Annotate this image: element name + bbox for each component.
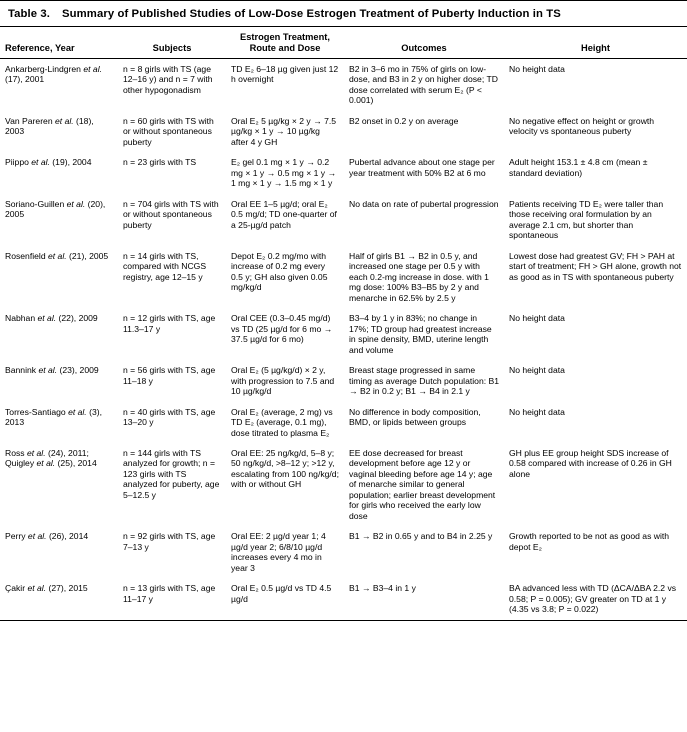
column-header-outcomes: Outcomes <box>401 42 447 53</box>
cell-height: Growth reported to be not as good as with depot E₂ <box>509 531 670 552</box>
cell-height: Patients receiving TD E₂ were taller than those receiving oral formulation by an average 2.1 cm, but shorter than spontaneous <box>509 198 664 241</box>
cell-estrogen: Oral EE: 25 ng/kg/d, 5–8 y; 50 ng/kg/d, >8–12 y; >12 y, escalating from 100 ng/kg/d; with or without GH <box>231 447 339 490</box>
cell-estrogen: Oral CEE (0.3–0.45 mg/d) vs TD (25 µg/d for 6 mo → 37.5 µg/d for 6 mo) <box>231 313 333 345</box>
table-row <box>0 152 687 193</box>
cell-reference: Piippo et al. (19), 2004 <box>5 157 92 168</box>
table-row <box>0 578 687 620</box>
table-row <box>0 111 687 152</box>
cell-subjects: n = 704 girls with TS with or without spontaneous puberty <box>123 198 219 230</box>
cell-outcomes: Half of girls B1 → B2 in 0.5 y, and increased one stage per 0.5 y with each 0.2-mg increase in dose. with 1 mg dose: 100% B3–B5 by 2 y and menarche in 62.5% by 2.5 y <box>349 250 489 303</box>
cell-reference: Çakir et al. (27), 2015 <box>5 583 88 594</box>
table-row <box>0 58 687 110</box>
cell-height: No height data <box>509 406 565 417</box>
table-row <box>0 402 687 443</box>
cell-subjects: n = 92 girls with TS, age 7–13 y <box>123 531 216 552</box>
column-header-estrogen: Estrogen Treatment, Route and Dose <box>240 32 330 53</box>
cell-outcomes: EE dose decreased for breast development before age 12 y or vaginal bleeding before age 14 y; age of menarche similar to general population; earlier breast development for girls who received the early low dose <box>349 447 496 521</box>
cell-estrogen: Oral E₂ (5 µg/kg/d) × 2 y, with progression to 7.5 and 10 µg/kg/d <box>231 365 335 397</box>
cell-outcomes: No data on rate of pubertal progression <box>349 198 499 209</box>
cell-subjects: n = 13 girls with TS, age 11–17 y <box>123 583 216 604</box>
cell-height: BA advanced less with TD (ΔCA/ΔBA 2.2 vs 0.58; P = 0.005); GV greater on TD at 1 y (4.35 vs 3.8; P = 0.022) <box>509 583 677 615</box>
table-body <box>0 58 687 620</box>
cell-estrogen: Oral E₂ 5 µg/kg × 2 y → 7.5 µg/kg × 1 y → 10 µg/kg after 4 y GH <box>231 115 337 147</box>
cell-estrogen: Oral EE 1–5 µg/d; oral E₂ 0.5 mg/d; TD one-quarter of a 25-µg/d patch <box>231 198 337 230</box>
cell-reference: Ankarberg-Lindgren et al. (17), 2001 <box>5 63 102 85</box>
cell-height: No height data <box>509 63 565 74</box>
column-header-height: Height <box>581 42 610 53</box>
cell-height: No negative effect on height or growth velocity vs spontaneous puberty <box>509 115 655 137</box>
cell-subjects: n = 60 girls with TS with or without spontaneous puberty <box>123 115 214 147</box>
cell-height: No height data <box>509 313 565 324</box>
cell-reference: Perry et al. (26), 2014 <box>5 531 89 542</box>
table-row <box>0 194 687 246</box>
cell-height: No height data <box>509 365 565 376</box>
cell-reference: Rosenfield et al. (21), 2005 <box>5 250 109 261</box>
cell-subjects: n = 56 girls with TS, age 11–18 y <box>123 365 216 386</box>
cell-estrogen: Oral E₂ 0.5 µg/d vs TD 4.5 µg/d <box>231 583 332 604</box>
cell-reference: Nabhan et al. (22), 2009 <box>5 313 98 324</box>
cell-subjects: n = 23 girls with TS <box>123 157 197 168</box>
cell-outcomes: Breast stage progressed in same timing as average Dutch population: B1 → B2 in 0.2 y; B1 → B4 in 2.1 y <box>349 365 500 397</box>
table-row <box>0 308 687 360</box>
table-row <box>0 360 687 401</box>
table-number: Table 3. <box>8 8 51 20</box>
cell-estrogen: Oral EE: 2 µg/d year 1; 4 µg/d year 2; 6/8/10 µg/d increases every 4 mo in year 3 <box>231 531 326 573</box>
cell-outcomes: B1 → B2 in 0.65 y and to B4 in 2.25 y <box>349 531 493 542</box>
cell-outcomes: No difference in body composition, BMD, or lipids between groups <box>349 406 481 428</box>
table-header <box>0 27 687 59</box>
cell-outcomes: B2 onset in 0.2 y on average <box>349 115 459 126</box>
column-header-reference: Reference, Year <box>5 42 75 53</box>
cell-height: Adult height 153.1 ± 4.8 cm (mean ± standard deviation) <box>509 157 648 178</box>
cell-reference: Van Pareren et al. (18), 2003 <box>5 115 94 137</box>
cell-reference: Soriano-Guillen et al. (20), 2005 <box>5 198 106 220</box>
cell-estrogen: E₂ gel 0.1 mg × 1 y → 0.2 mg × 1 y → 0.5 mg × 1 y → 1 mg × 1 y → 1.5 mg × 1 y <box>231 157 337 189</box>
column-header-subjects: Subjects <box>152 42 192 53</box>
cell-subjects: n = 144 girls with TS analyzed for growth; n = 123 girls with TS analyzed for puberty, age 5–12.5 y <box>123 447 220 500</box>
cell-estrogen: TD E₂ 6–18 µg given just 12 h overnight <box>231 63 339 85</box>
table-row <box>0 526 687 578</box>
table-row <box>0 246 687 308</box>
cell-reference: Torres-Santiago et al. (3), 2013 <box>5 406 102 428</box>
table-row <box>0 443 687 526</box>
cell-outcomes: B1 → B3–4 in 1 y <box>349 583 416 594</box>
cell-subjects: n = 40 girls with TS, age 13–20 y <box>123 406 216 428</box>
cell-estrogen: Depot E₂ 0.2 mg/mo with increase of 0.2 mg every 0.5 y; GH also given 0.05 mg/kg/d <box>231 250 328 293</box>
table-caption: Summary of Published Studies of Low-Dose Estrogen Treatment of Puberty Induction in TS <box>62 8 561 20</box>
cell-estrogen: Oral E₂ (average, 2 mg) vs TD E₂ (average, 0.1 mg), dose titrated to plasma E₂ <box>231 406 333 438</box>
cell-subjects: n = 12 girls with TS, age 11.3–17 y <box>123 313 216 334</box>
cell-reference: Ross et al. (24), 2011; Quigley et al. (25), 2014 <box>5 447 97 469</box>
cell-outcomes: B3–4 by 1 y in 83%; no change in 17%; TD group had greatest increase in spine density, BMD, uterine length and volume <box>349 313 492 355</box>
cell-outcomes: B2 in 3–6 mo in 75% of girls on low-dose, and B3 in 2 y on higher dose; TD dose correlated with serum E₂ (P < 0.001) <box>349 63 498 106</box>
cell-outcomes: Pubertal advance about one stage per year treatment with 50% B2 at 6 mo <box>349 157 495 178</box>
cell-height: Lowest dose had greatest GV; FH > PAH at start of treatment; FH > GH alone, growth not as good as in TS with spontaneous puberty <box>509 250 682 282</box>
table-title <box>0 0 687 26</box>
cell-subjects: n = 14 girls with TS, compared with NCGS registry, age 12–15 y <box>123 250 207 282</box>
cell-subjects: n = 8 girls with TS (age 12–16 y) and n = 7 with other hypogonadism <box>123 63 213 95</box>
cell-reference: Bannink et al. (23), 2009 <box>5 365 99 376</box>
studies-table <box>0 26 687 621</box>
cell-height: GH plus EE group height SDS increase of 0.58 compared with increase of 0.26 in GH alone <box>509 447 672 479</box>
